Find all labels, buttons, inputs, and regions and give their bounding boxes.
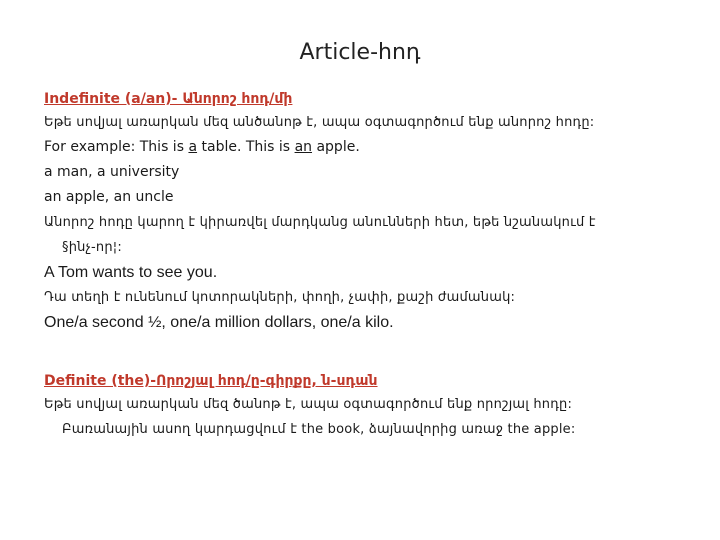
indefinite-heading: Indefinite (a/an)- Անորոշ հոդ/մի: [44, 91, 293, 107]
names-note-line1: Անորոշ հոդը կարող է կիրառվել մարդկանց անունների հետ, եթե նշանակում է: [44, 215, 596, 230]
indefinite-section: [44, 88, 704, 335]
definite-example: Բառանային ասող կարդացվում է the book, ձայնավորից առաջ the apple:: [62, 422, 576, 437]
definite-heading: Definite (the)-Որոշյալ հոդ/ը-գիրքը, ն-սդան: [44, 373, 378, 389]
example-article-a: a: [188, 139, 198, 155]
example-prefix: For example: This is: [44, 139, 189, 155]
a-examples: a man, a university: [44, 164, 180, 180]
tom-example: A Tom wants to see you.: [44, 264, 218, 281]
fractions-example: One/a second ½, one/a million dollars, one/a kilo.: [44, 314, 394, 331]
indefinite-example: [44, 135, 704, 160]
page-title: Article-հոդ: [299, 40, 421, 65]
definite-rule: Եթե սովյալ առարկան մեզ ծանոթ է, ապա օգտագործում ենք որոշյալ հոդը:: [44, 397, 573, 412]
example-article-an: an: [294, 139, 313, 155]
example-suffix: apple.: [312, 139, 360, 155]
an-examples: an apple, an uncle: [44, 189, 174, 205]
indefinite-rule: Եթե սովյալ առարկան մեզ անծանոթ է, ապա օգտագործում ենք անորոշ հոդը:: [44, 115, 595, 130]
names-note-line2: §ինչ-որ¦:: [62, 240, 122, 255]
definite-section: [44, 370, 704, 442]
example-mid: table. This is: [197, 139, 295, 155]
measurements-note: Դա տեղի է ունենում կոտորակների, փողի, չափի, քաշի ժամանակ:: [44, 290, 516, 305]
